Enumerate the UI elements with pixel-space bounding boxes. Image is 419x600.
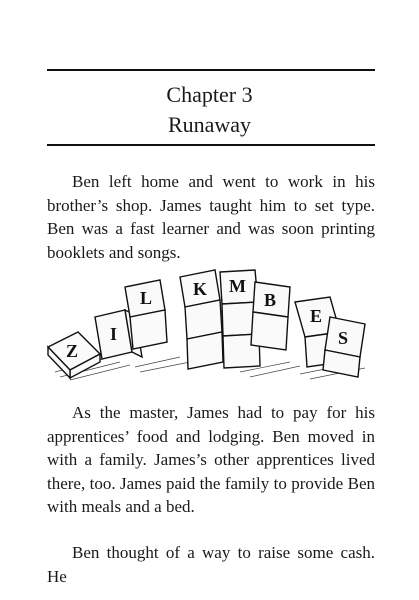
chapter-title: Runaway [167, 112, 252, 137]
letter-s: S [338, 328, 349, 348]
letter-e: E [310, 306, 323, 326]
paragraph-1: Ben left home and went to work in his brother’s shop. James taught him to set type. Ben was a fast learner and was soon printing booklets and songs. [47, 172, 375, 262]
type-blocks-illustration [40, 262, 380, 387]
letter-m: M [229, 276, 246, 296]
bottom-rule [47, 144, 375, 146]
letter-l: L [140, 288, 153, 308]
paragraph-2: As the master, James had to pay for his apprentices’ food and lodging. Ben moved in with a family. James’s other apprentices lived there, too. James paid the family to provide Ben with meals and a bed. [47, 403, 375, 516]
letter-k: K [193, 279, 208, 299]
top-rule [47, 69, 375, 71]
chapter-number: Chapter 3 [166, 82, 253, 107]
letter-z: Z [66, 341, 79, 361]
letter-b: B [264, 290, 277, 310]
letter-i: I [110, 324, 118, 344]
paragraph-3: Ben thought of a way to raise some cash. He [47, 543, 375, 586]
